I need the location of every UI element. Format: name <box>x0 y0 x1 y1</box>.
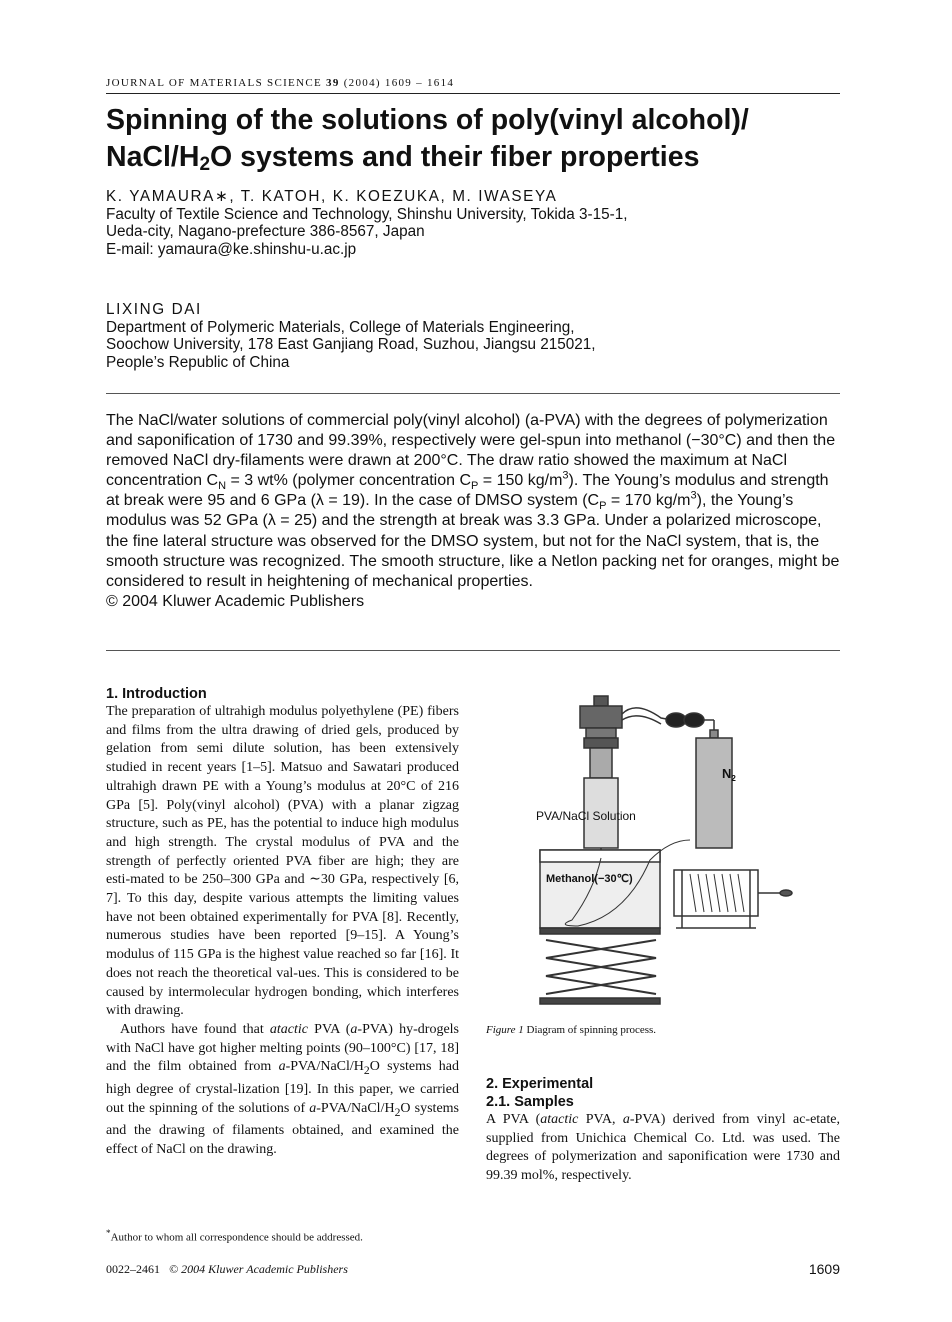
affiliation-line: Soochow University, 178 East Ganjiang Road, Suzhou, Jiangsu 215021, <box>106 336 596 353</box>
affiliation-line: Department of Polymeric Materials, College of Materials Engineering, <box>106 318 575 336</box>
abstract-copyright: © 2004 Kluwer Academic Publishers <box>106 592 365 610</box>
solution-label: PVA/NaCl Solution <box>536 809 636 823</box>
affiliation-line: Faculty of Textile Science and Technology, Shinshu University, Tokida 3-15-1, <box>106 205 628 223</box>
author-names: LIXING DAI <box>106 301 202 318</box>
body-paragraph: The preparation of ultrahigh modulus polyethylene (PE) fibers and films from the ultra drawing of dried gels, produced by gelation from semi dilute solution, has been extensively studied in recent years [1–5]. Matsuo and Sawatari produced ultrahigh drawn PE with a Young’s modulus at 20°C of 216 GPa [5]. Poly(vinyl alcohol) (PVA) with a planar zigzag structure, such as PE, has the potential to induce high modulus and high strength. The crystal modulus of PVA and the strength of perfectly oriented PVA fiber are high; they are esti-mated to be 250–300 GPa and ∼30 GPa, respectively [6, 7]. To this day, despite various attempts the limiting values have not been obtained experimentally for PVA [8]. Recently, numerous studies have been reported [9–15]. A Young’s modulus of 115 GPa is the highest value reached so far [16]. It does not reach the theoretical val-ues. This is considered to be caused by intermolecular hydrogen bonding, which interferes with drawing. <box>106 704 459 1019</box>
header-rule <box>106 93 840 94</box>
affiliation-line: People’s Republic of China <box>106 353 290 371</box>
author-email: E-mail: yamaura@ke.shinshu-u.ac.jp <box>106 240 357 258</box>
abstract <box>106 411 840 612</box>
footnote: *Author to whom all correspondence should be addressed. <box>106 1228 363 1244</box>
author-names: K. YAMAURA∗, T. KATOH, K. KOEZUKA, M. IWASEYA <box>106 188 558 205</box>
abstract-top-rule <box>106 393 840 394</box>
paper-title: Spinning of the solutions of poly(vinyl alcohol)/ NaCl/$H_2O$ systems and their fiber properties <box>106 104 749 175</box>
pressure-gauge <box>666 713 686 727</box>
author-block-2 <box>106 301 840 371</box>
take-up-winder <box>674 870 758 916</box>
abstract-bottom-rule <box>106 650 840 651</box>
body-paragraph: Authors have found that atactic PVA (a-PVA) hy-drogels with NaCl have got higher melting points (90–100°C) [17, 18] and the film obtained from $a-PVA/NaCl/H_2O$ systems had high degree of crystal-lization [19]. In this paper, we carried out the spinning of the solutions of $a-PVA/NaCl/H_2O$ systems and the drawing of filaments obtained, and examined the effect of NaCl on the drawing. <box>106 1021 460 1157</box>
journal-header: JOURNAL OF MATERIALS SCIENCE 39 (2004) 1609 – 1614 <box>106 77 455 89</box>
nitrogen-cylinder <box>696 738 732 848</box>
affiliation-line: Ueda-city, Nagano-prefecture 386-8567, Japan <box>106 223 425 240</box>
section-heading-introduction: 1. Introduction <box>106 686 207 702</box>
author-block-1 <box>106 188 840 258</box>
methanol-label: Methanol(−30℃) <box>546 873 633 885</box>
subsection-heading-samples: 2.1. Samples <box>486 1094 574 1110</box>
footer-issn: 0022–2461 © 2004 Kluwer Academic Publishers <box>106 1262 348 1276</box>
abstract-text: The NaCl/water solutions of commercial poly(vinyl alcohol) (a-PVA) with the degrees of polymerization and saponification of 1730 and 99.39%, respectively were gel-spun into methanol (−30°C) and then the removed NaCl dry-filaments were drawn at 200°C. The draw ratio showed the maximum at NaCl concentration $C_N = 3$ wt% (polymer concentration $C_P = 150$ $kg/m^3$). The Young’s modulus and strength at break were 95 and 6 GPa (λ = 19). In the case of DMSO system ($C_P = 170$ $kg/m^3$), the Young’s modulus was 52 GPa (λ = 25) and the strength at break was 3.3 GPa. Under a polarized microscope, the fine lateral structure was observed for the DMSO system, but not for the NaCl system, that is, the smooth structure was recognized. The smooth structure, like a Netlon packing net for oranges, might be considered to result in heightening of mechanical properties. <box>106 412 840 590</box>
section-heading-experimental: 2. Experimental <box>486 1076 594 1092</box>
right-column <box>486 1075 840 1186</box>
n2-label: $N_2$ <box>722 766 736 783</box>
syringe-motor <box>580 706 622 728</box>
page-number: 1609 <box>808 1261 840 1277</box>
left-column <box>106 685 459 1159</box>
body-paragraph: A PVA (atactic PVA, a-PVA) derived from vinyl ac-etate, supplied from Unichica Chemical Co. Ltd. was used. The degrees of polymerization and saponification were 1730 and 99.39 mol%, respectively. <box>486 1112 841 1184</box>
scissor-lift <box>546 940 656 994</box>
syringe-cap <box>594 696 608 706</box>
spinning-process-diagram <box>486 690 840 1010</box>
figure-caption: Figure 1 Diagram of spinning process. <box>486 1024 657 1036</box>
